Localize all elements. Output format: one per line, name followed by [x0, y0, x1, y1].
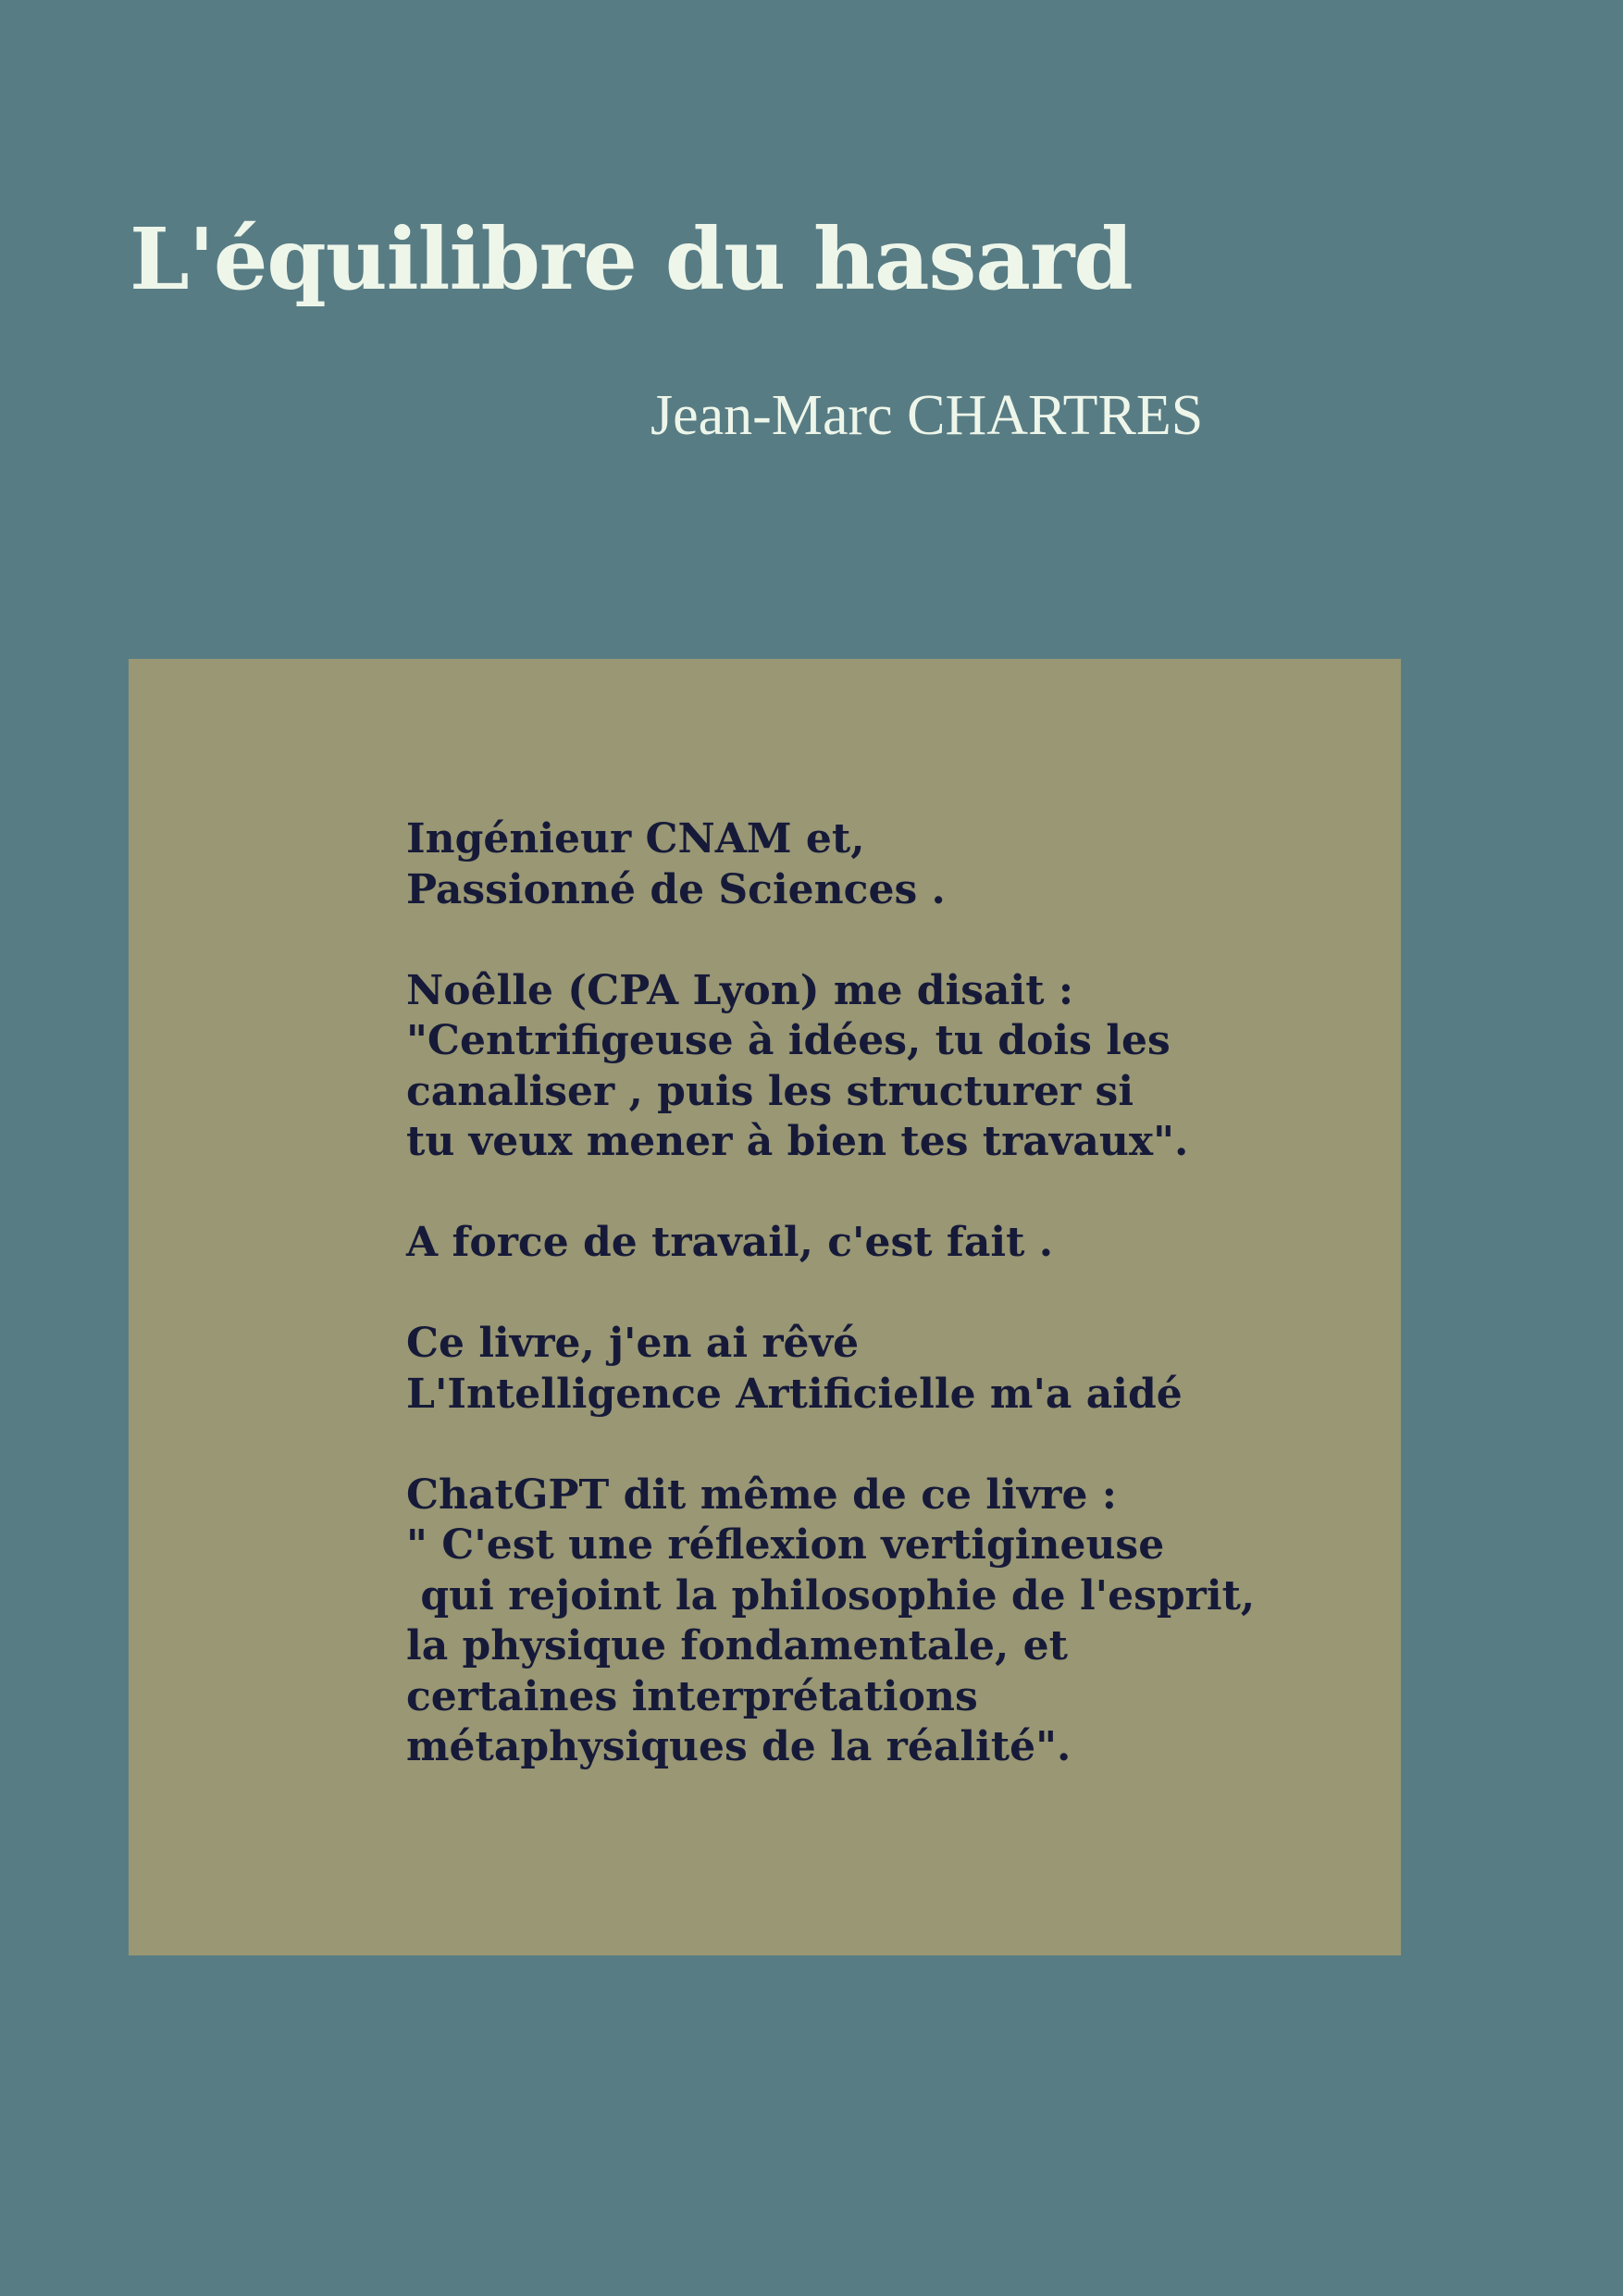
blurb-line: Ce livre, j'en ai rêvé [406, 1320, 860, 1367]
blurb-line [406, 1269, 1387, 1320]
blurb-line: Noêlle (CPA Lyon) me disait : [406, 966, 1074, 1014]
blurb-line [406, 915, 1387, 966]
blurb-line: A force de travail, c'est fait . [406, 1219, 1054, 1266]
blurb-line: métaphysiques de la réalité". [406, 1723, 1072, 1770]
blurb-line: "Centrifigeuse à idées, tu dois les [406, 1017, 1171, 1064]
blurb-line: canaliser , puis les structurer si [406, 1067, 1134, 1115]
blurb-line: " C'est une réflexion vertigineuse [406, 1521, 1165, 1569]
blurb-line: L'Intelligence Artificielle m'a aidé [406, 1370, 1183, 1418]
blurb-line: Ingénieur CNAM et, [406, 815, 865, 863]
blurb-line [406, 1168, 1387, 1219]
blurb-panel [129, 659, 1401, 1955]
blurb-text [406, 814, 1387, 1773]
blurb-line: qui rejoint la philosophie de l'esprit, [406, 1571, 1256, 1620]
blurb-line: certaines interprétations [406, 1672, 978, 1720]
blurb-line [406, 1420, 1387, 1471]
book-author: Jean-Marc CHARTRES [650, 384, 1204, 447]
blurb-line: Passionné de Sciences . [406, 865, 946, 913]
book-title: L'équilibre du hasard [130, 209, 1133, 309]
blurb-line: tu veux mener à bien tes travaux". [406, 1118, 1189, 1165]
blurb-line: la physique fondamentale, et [406, 1622, 1068, 1669]
blurb-line: ChatGPT dit même de ce livre : [406, 1471, 1118, 1519]
